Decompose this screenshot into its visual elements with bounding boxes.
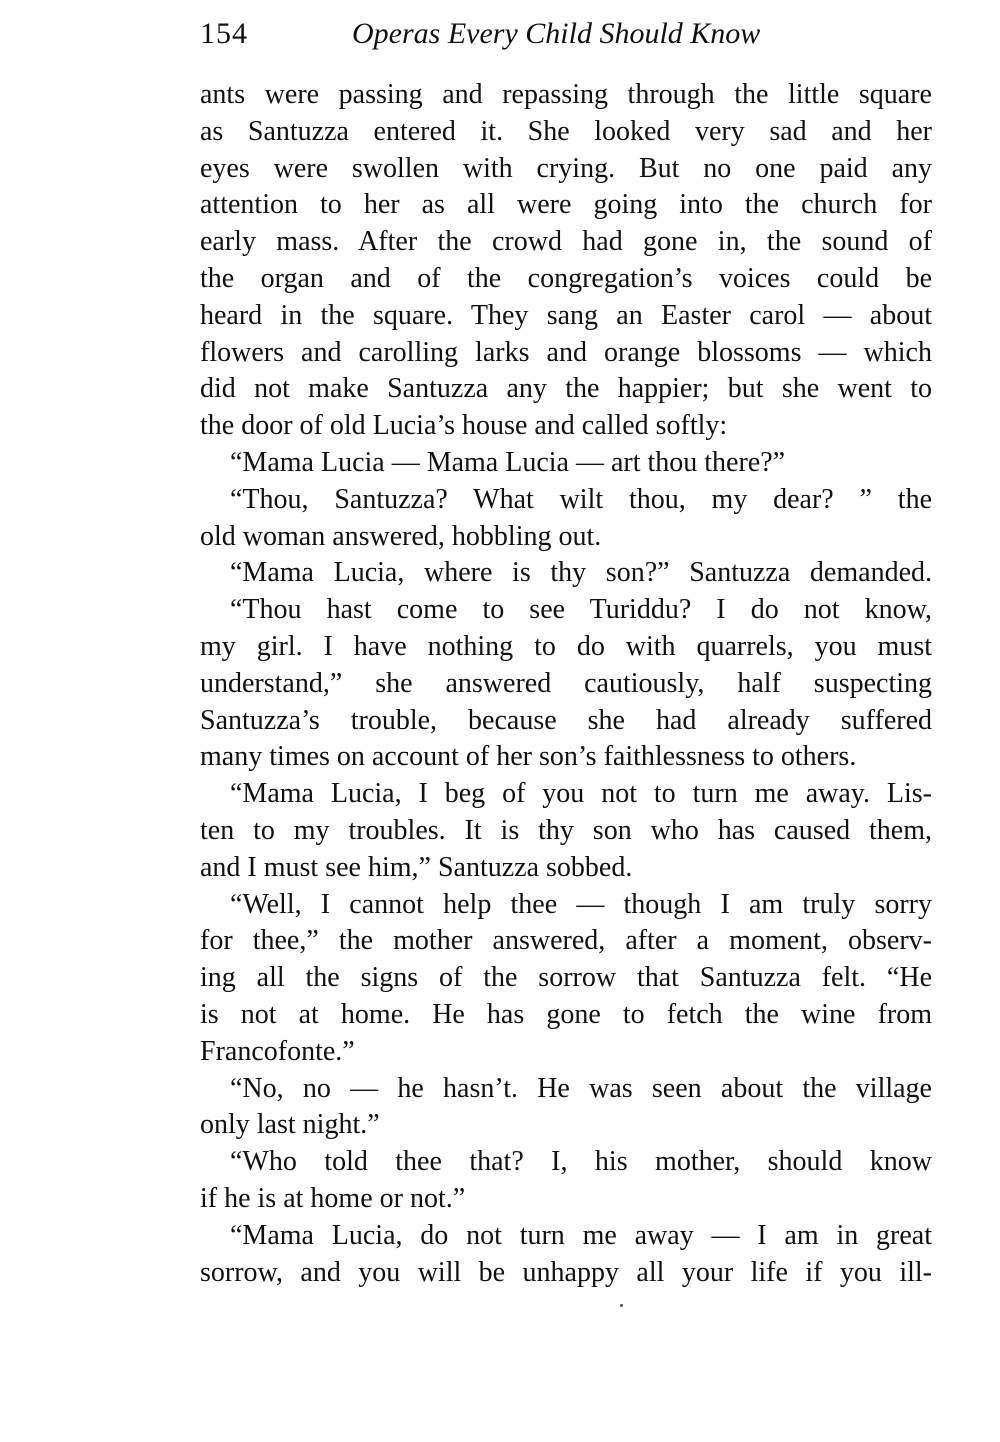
text-line: did not make Santuzza any the happier; but she went to [200,373,932,405]
text-line: “Well, I cannot help thee — though I am truly sorry [230,888,932,920]
text-line: Francofonte.” [200,1035,355,1067]
text-line: for thee,” the mother answered, after a moment, observ- [200,925,932,957]
text-line: “Mama Lucia, where is thy son?” Santuzza demanded. [230,557,932,589]
text-line: sorrow, and you will be unhappy all your life if you ill- [200,1256,932,1288]
text-line: the organ and of the congregation’s voices could be [200,262,932,294]
page-number: 154 [200,17,248,50]
text-line: flowers and carolling larks and orange blossoms — which [200,336,932,368]
body-text [200,77,932,1291]
text-line: many times on account of her son’s faithlessness to others. [200,741,857,773]
text-line: Santuzza’s trouble, because she had already suffered [200,704,932,736]
text-line: early mass. After the crowd had gone in, the sound of [200,226,932,258]
text-line: “Mama Lucia, I beg of you not to turn me away. Lis- [230,778,932,810]
text-line: ten to my troubles. It is thy son who has caused them, [200,814,932,846]
text-line: ants were passing and repassing through the little square [200,79,932,110]
text-line: understand,” she answered cautiously, half suspecting [200,667,932,699]
text-line: “Thou, Santuzza? What wilt thou, my dear? ” the [230,483,932,515]
page-header [200,14,932,54]
text-line: as Santuzza entered it. She looked very sad and her [200,115,932,147]
text-line: only last night.” [200,1109,380,1141]
text-line: old woman answered, hobbling out. [200,520,602,552]
print-speck [620,1304,623,1307]
text-line: “Mama Lucia, do not turn me away — I am in great [230,1219,932,1251]
text-line: if he is at home or not.” [200,1182,466,1214]
text-line: “Mama Lucia — Mama Lucia — art thou there?” [230,446,786,478]
text-line: the door of old Lucia’s house and called softly: [200,410,728,442]
text-line: heard in the square. They sang an Easter carol — about [200,299,932,331]
text-line: “No, no — he hasn’t. He was seen about the village [230,1072,932,1104]
text-line: attention to her as all were going into the church for [200,189,932,221]
text-line: ing all the signs of the sorrow that Santuzza felt. “He [200,962,932,994]
text-line: my girl. I have nothing to do with quarrels, you must [200,630,932,662]
text-line: eyes were swollen with crying. But no one paid any [200,152,932,184]
text-line: “Who told thee that? I, his mother, should know [230,1146,932,1178]
running-title: Operas Every Child Should Know [352,17,761,50]
text-line: and I must see him,” Santuzza sobbed. [200,851,633,883]
text-line: is not at home. He has gone to fetch the wine from [200,998,932,1030]
text-line: “Thou hast come to see Turiddu? I do not know, [230,594,932,626]
